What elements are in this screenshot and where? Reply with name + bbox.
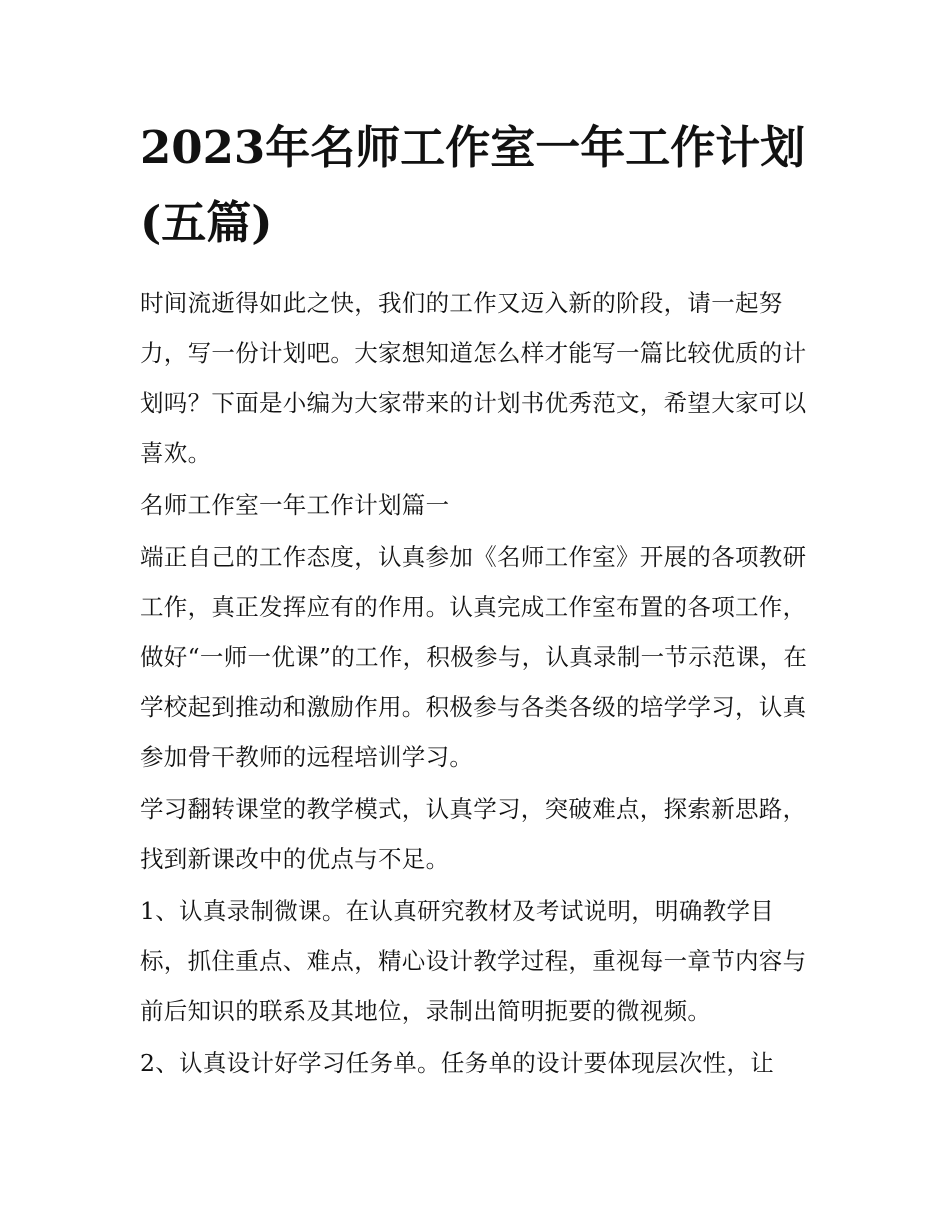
section-heading: 名师工作室一年工作计划篇一	[140, 491, 450, 519]
list-item: 1、认真录制微课。在认真研究教材及考试说明，明确教学目标，抓住重点、难点，精心设计教学过程，重视每一章节内容与前后知识的联系及其地位，录制出简明扼要的微视频。	[140, 897, 807, 1025]
document-title: 2023年名师工作室一年工作计划(五篇)	[140, 121, 806, 249]
intro-paragraph: 时间流逝得如此之快，我们的工作又迈入新的阶段，请一起努力，写一份计划吧。大家想知道怎么样才能写一篇比较优质的计划吗？下面是小编为大家带来的计划书优秀范文，希望大家可以喜欢。	[140, 289, 807, 467]
list-item: 2、认真设计好学习任务单。任务单的设计要体现层次性，让	[140, 1049, 775, 1077]
body-paragraph: 端正自己的工作态度，认真参加《名师工作室》开展的各项教研工作，真正发挥应有的作用。认真完成工作室布置的各项工作，做好“一师一优课”的工作，积极参与，认真录制一节示范课，在学校起到推动和激励作用。积极参与各类各级的培学学习，认真参加骨干教师的远程培训学习。	[140, 543, 808, 771]
body-paragraph: 学习翻转课堂的教学模式，认真学习，突破难点，探索新思路，找到新课改中的优点与不足。	[140, 795, 807, 873]
document-body	[140, 110, 820, 1090]
